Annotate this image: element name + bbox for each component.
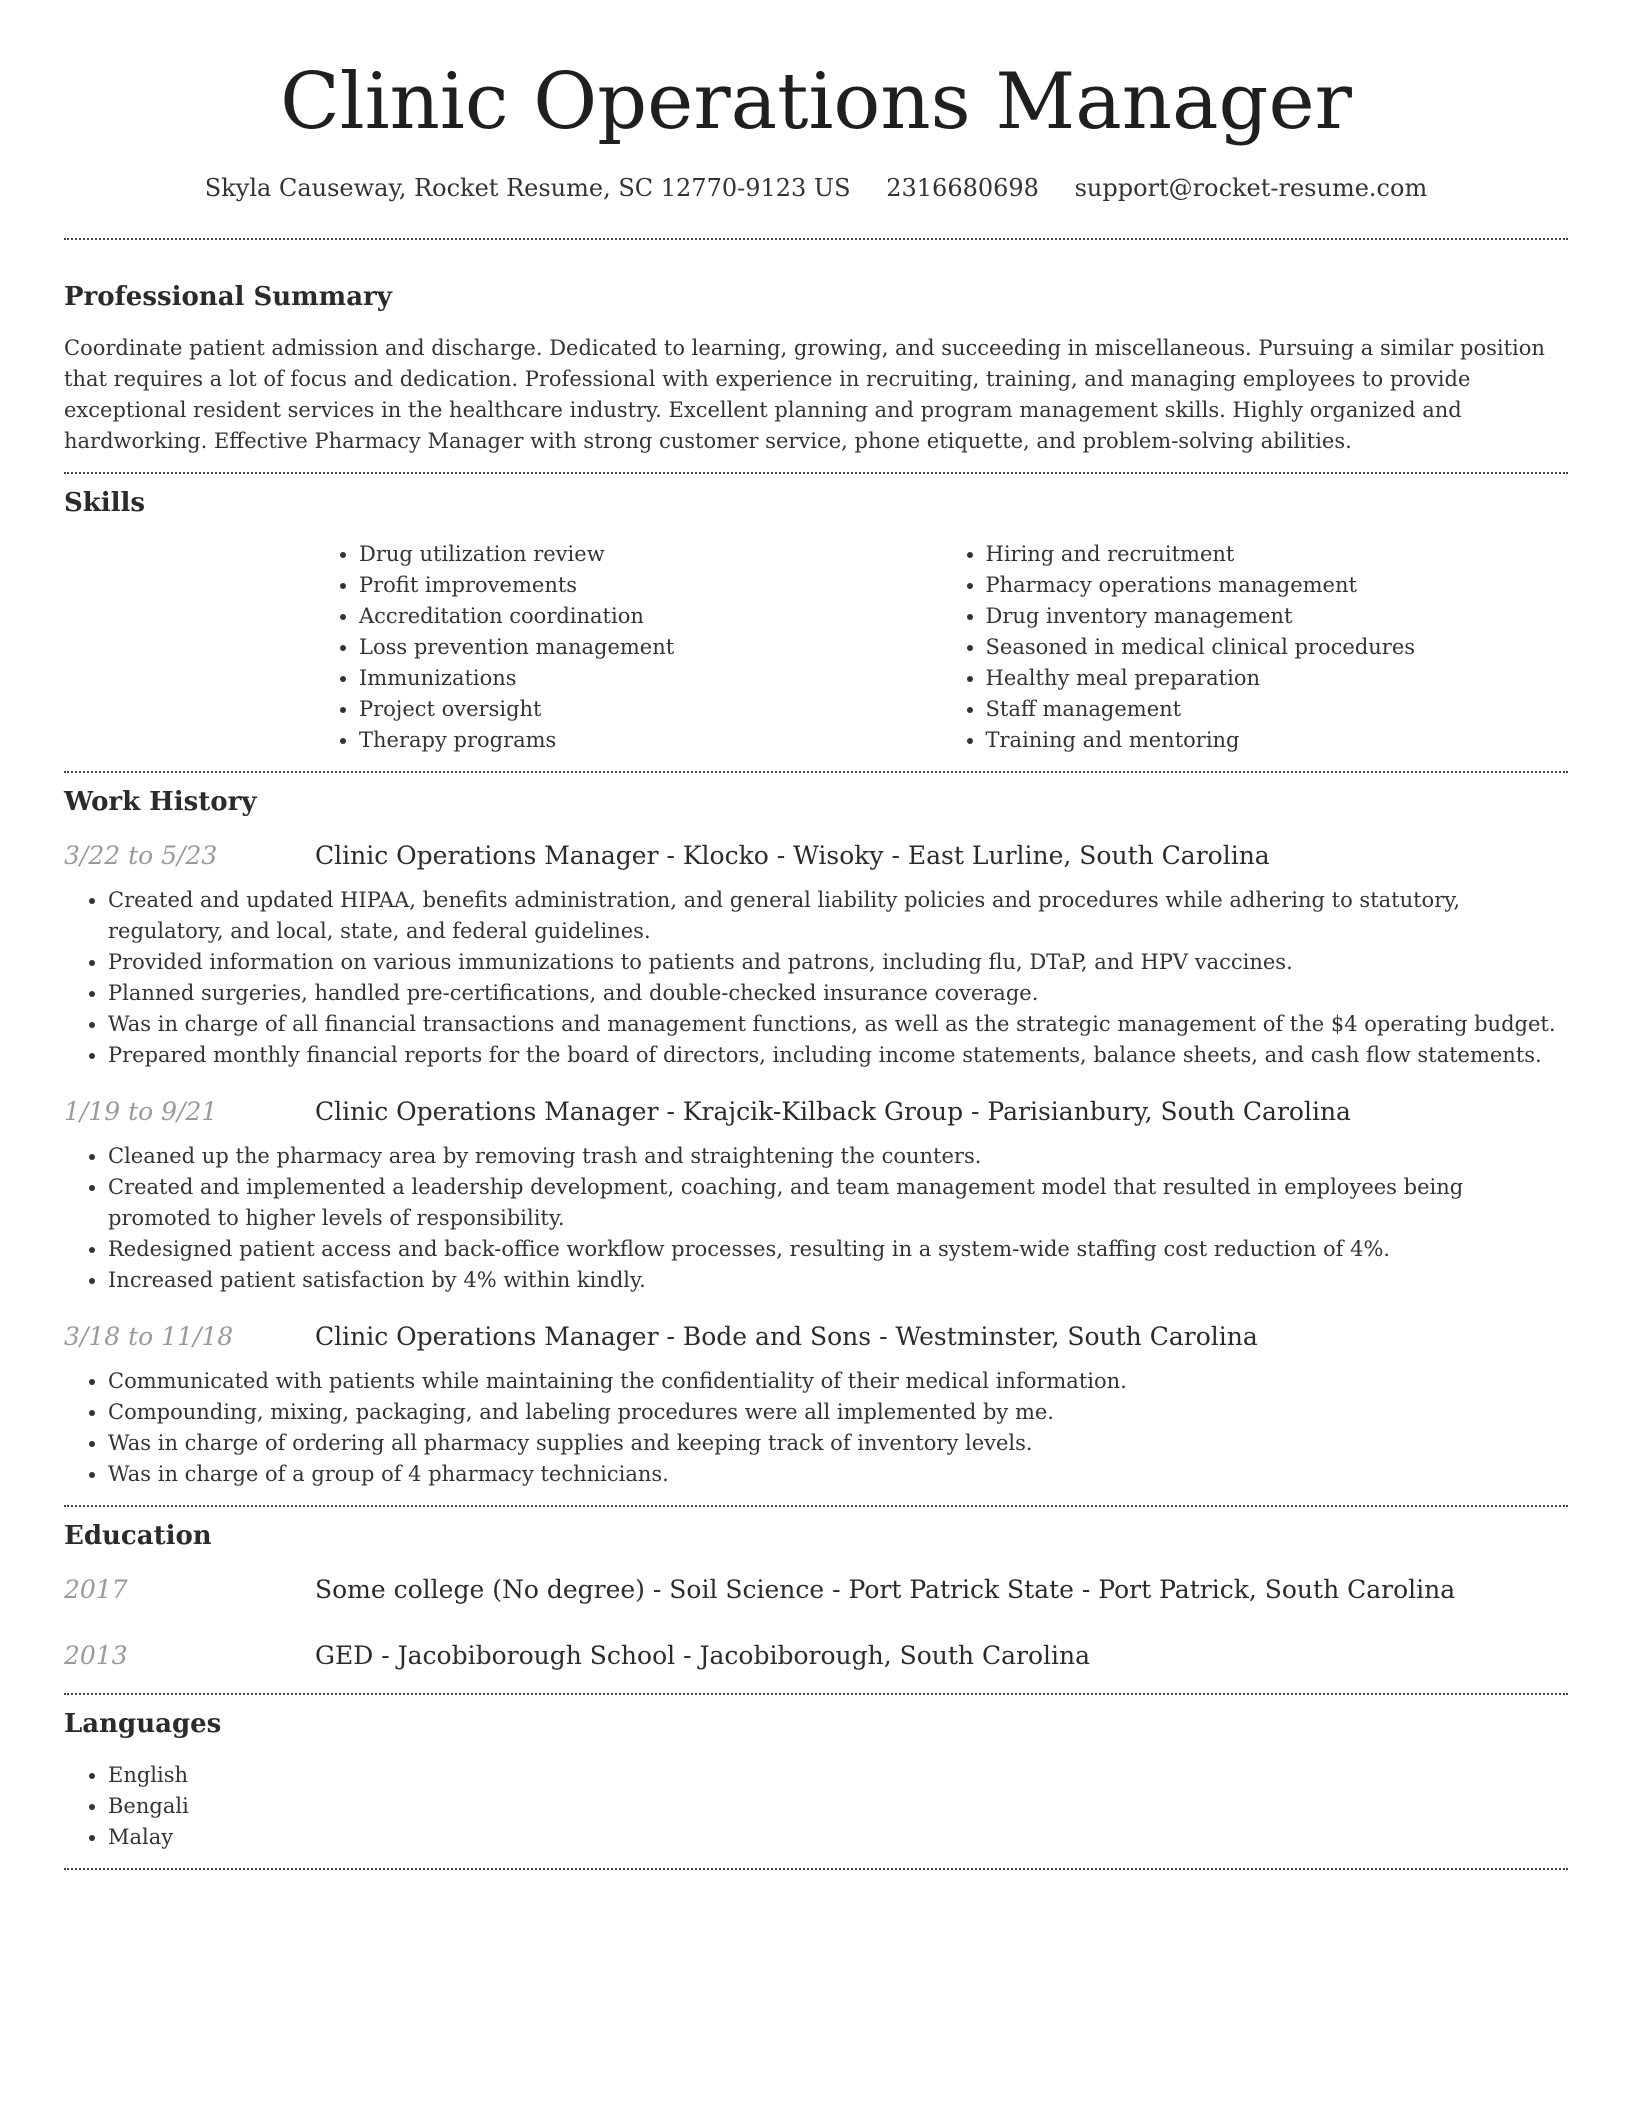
job-dates: 3/18 to 11/18 <box>64 1322 234 1351</box>
skill-item: • Drug inventory management <box>986 601 1569 632</box>
job-bullet: • Was in charge of all financial transactions and management functions, as well as the strategic management of the $4 operating budget. <box>108 1009 1568 1040</box>
job-bullet: • Compounding, mixing, packaging, and labeling procedures were all implemented by me. <box>108 1397 1568 1428</box>
resume-title: Clinic Operations Manager <box>280 57 1352 147</box>
summary-section <box>64 280 1568 457</box>
languages-list <box>64 1760 1568 1853</box>
summary-text: Coordinate patient admission and discharge. Dedicated to learning, growing, and succeeding in miscellaneous. Pursuing a similar position that requires a lot of focus and dedication. Professional with experience in recruiting, training, and managing employees to provide exceptional resident services in the healthcare industry. Excellent planning and program management skills. Highly organized and hardworking. Effective Pharmacy Manager with strong customer service, phone etiquette, and problem-solving abilities. <box>64 336 1545 453</box>
section-heading-skills: Skills <box>64 488 146 518</box>
skill-item: • Immunizations <box>359 663 942 694</box>
job-bullets <box>64 1141 1568 1296</box>
language-item: • Malay <box>108 1822 1568 1853</box>
divider <box>64 238 1568 240</box>
divider <box>64 1505 1568 1507</box>
education-text: Some college (No degree) - Soil Science - Port Patrick State - Port Patrick, South Carolina <box>315 1575 1456 1604</box>
job-bullet: • Redesigned patient access and back-office workflow processes, resulting in a system-wide staffing cost reduction of 4%. <box>108 1234 1568 1265</box>
language-item: • Bengali <box>108 1791 1568 1822</box>
divider <box>64 1693 1568 1695</box>
job-bullets <box>64 1366 1568 1490</box>
skill-item: • Project oversight <box>359 694 942 725</box>
job-bullet: • Prepared monthly financial reports for the board of directors, including income statements, balance sheets, and cash flow statements. <box>108 1040 1568 1071</box>
work-section <box>64 785 1568 1490</box>
skill-item: • Seasoned in medical clinical procedures <box>986 632 1569 663</box>
skill-item: • Staff management <box>986 694 1569 725</box>
job-title: Clinic Operations Manager - Krajcik-Kilback Group - Parisianbury, South Carolina <box>315 1097 1351 1126</box>
job-bullet: • Provided information on various immunizations to patients and patrons, including flu, DTaP, and HPV vaccines. <box>108 947 1568 978</box>
section-heading-work: Work History <box>64 787 257 817</box>
resume-page <box>64 0 1568 1870</box>
job-entry <box>64 839 1568 1071</box>
job-entry <box>64 1320 1568 1490</box>
education-text: GED - Jacobiborough School - Jacobiborough, South Carolina <box>315 1641 1090 1670</box>
contact-line <box>64 172 1568 204</box>
job-bullet: • Was in charge of ordering all pharmacy supplies and keeping track of inventory levels. <box>108 1428 1568 1459</box>
education-entry <box>64 1639 1568 1673</box>
skill-item: • Therapy programs <box>359 725 942 756</box>
job-bullet: • Was in charge of a group of 4 pharmacy technicians. <box>108 1459 1568 1490</box>
skill-item: • Loss prevention management <box>359 632 942 663</box>
job-bullet: • Cleaned up the pharmacy area by removing trash and straightening the counters. <box>108 1141 1568 1172</box>
job-bullet: • Communicated with patients while maintaining the confidentiality of their medical information. <box>108 1366 1568 1397</box>
skills-columns <box>315 539 1568 756</box>
divider <box>64 472 1568 474</box>
skill-item: • Profit improvements <box>359 570 942 601</box>
skill-item: • Healthy meal preparation <box>986 663 1569 694</box>
skill-item: • Drug utilization review <box>359 539 942 570</box>
skill-item: • Training and mentoring <box>986 725 1569 756</box>
job-bullet: • Increased patient satisfaction by 4% within kindly. <box>108 1265 1568 1296</box>
education-year: 2013 <box>64 1641 128 1670</box>
contact-address: Skyla Causeway, Rocket Resume, SC 12770-9123 US <box>204 174 851 202</box>
education-year: 2017 <box>64 1575 128 1604</box>
skill-item: • Pharmacy operations management <box>986 570 1569 601</box>
divider <box>64 1868 1568 1870</box>
contact-email: support@rocket-resume.com <box>1074 174 1428 202</box>
section-heading-summary: Professional Summary <box>64 282 392 312</box>
job-bullet: • Created and updated HIPAA, benefits administration, and general liability policies and procedures while adhering to statutory, regulatory, and local, state, and federal guidelines. <box>108 885 1568 947</box>
contact-phone: 2316680698 <box>886 174 1039 202</box>
divider <box>64 771 1568 773</box>
job-dates: 1/19 to 9/21 <box>64 1097 218 1126</box>
job-header <box>64 839 1568 873</box>
job-entry <box>64 1095 1568 1296</box>
job-bullet: • Created and implemented a leadership development, coaching, and team management model that resulted in employees being promoted to higher levels of responsibility. <box>108 1172 1568 1234</box>
job-bullets <box>64 885 1568 1071</box>
job-title: Clinic Operations Manager - Bode and Sons - Westminster, South Carolina <box>315 1322 1258 1351</box>
job-dates: 3/22 to 5/23 <box>64 841 218 870</box>
job-header <box>64 1095 1568 1129</box>
job-bullet: • Planned surgeries, handled pre-certifications, and double-checked insurance coverage. <box>108 978 1568 1009</box>
languages-section <box>64 1707 1568 1853</box>
skill-item: • Accreditation coordination <box>359 601 942 632</box>
job-title: Clinic Operations Manager - Klocko - Wisoky - East Lurline, South Carolina <box>315 841 1270 870</box>
section-heading-languages: Languages <box>64 1709 222 1739</box>
skill-item: • Hiring and recruitment <box>986 539 1569 570</box>
language-item: • English <box>108 1760 1568 1791</box>
skills-list-left <box>315 539 942 756</box>
education-entry <box>64 1573 1568 1607</box>
skills-section <box>64 486 1568 756</box>
education-section <box>64 1519 1568 1673</box>
skills-list-right <box>942 539 1569 756</box>
section-heading-education: Education <box>64 1521 212 1551</box>
job-header <box>64 1320 1568 1354</box>
